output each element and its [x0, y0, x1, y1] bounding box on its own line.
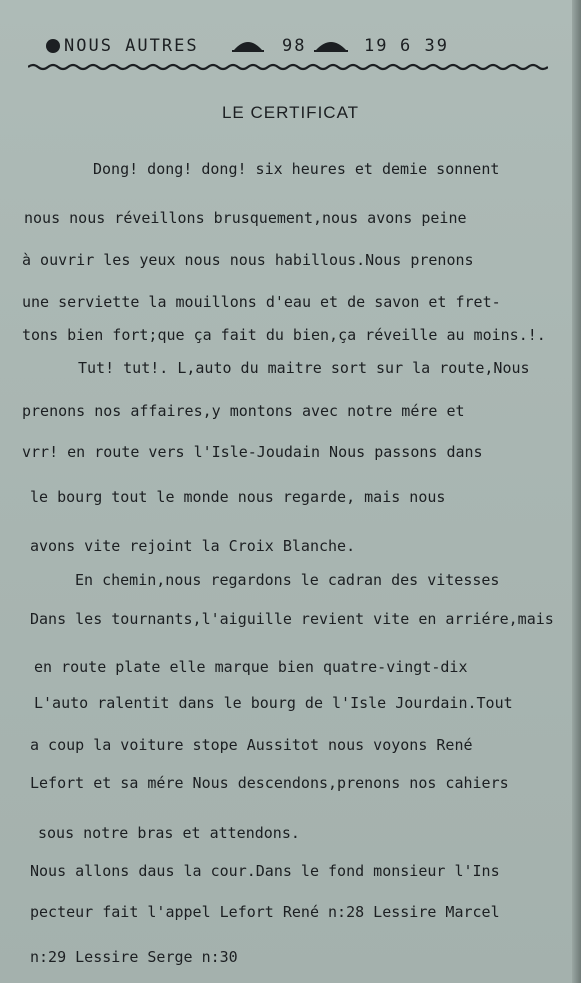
text-line: n:29 Lessire Serge n:30	[30, 948, 238, 966]
ornament-icon	[314, 37, 348, 53]
page-edge	[572, 0, 581, 983]
text-line: prenons nos affaires,y montons avec notre mére et	[22, 402, 465, 420]
bullet-icon	[46, 39, 60, 53]
text-line: Nous allons daus la cour.Dans le fond monsieur l'Ins	[30, 862, 500, 880]
text-line: a coup la voiture stope Aussitot nous voyons René	[30, 736, 473, 754]
text-line: pecteur fait l'appel Lefort René n:28 Lessire Marcel	[30, 903, 500, 921]
text-line: En chemin,nous regardons le cadran des vitesses	[75, 571, 500, 589]
page-number: 6 39	[400, 36, 449, 56]
wavy-rule-icon	[28, 62, 548, 72]
issue-year: 19	[364, 36, 389, 56]
text-line: à ouvrir les yeux nous nous habillous.Nous prenons	[22, 251, 474, 269]
document-title: LE CERTIFICAT	[221, 103, 360, 122]
issue-number: 98	[282, 36, 307, 56]
text-line: en route plate elle marque bien quatre-vingt-dix	[34, 658, 468, 676]
text-line: tons bien fort;que ça fait du bien,ça réveille au moins.!.	[22, 326, 546, 344]
text-line: Dong! dong! dong! six heures et demie sonnent	[93, 160, 500, 178]
page-header	[46, 34, 546, 58]
ornament-icon	[232, 37, 264, 53]
text-line: vrr! en route vers l'Isle-Joudain Nous passons dans	[22, 443, 483, 461]
publication-name: NOUS AUTRES	[64, 36, 199, 56]
text-line: sous notre bras et attendons.	[38, 824, 300, 842]
text-line: Dans les tournants,l'aiguille revient vite en arriére,mais	[30, 610, 554, 628]
text-line: Lefort et sa mére Nous descendons,prenons nos cahiers	[30, 774, 509, 792]
text-line: une serviette la mouillons d'eau et de savon et fret-	[22, 293, 501, 311]
text-line: Tut! tut!. L,auto du maitre sort sur la route,Nous	[78, 359, 530, 377]
text-line: L'auto ralentit dans le bourg de l'Isle Jourdain.Tout	[34, 694, 513, 712]
text-line: avons vite rejoint la Croix Blanche.	[30, 537, 356, 555]
text-line: le bourg tout le monde nous regarde, mais nous	[30, 488, 446, 506]
text-line: nous nous réveillons brusquement,nous avons peine	[24, 209, 467, 227]
